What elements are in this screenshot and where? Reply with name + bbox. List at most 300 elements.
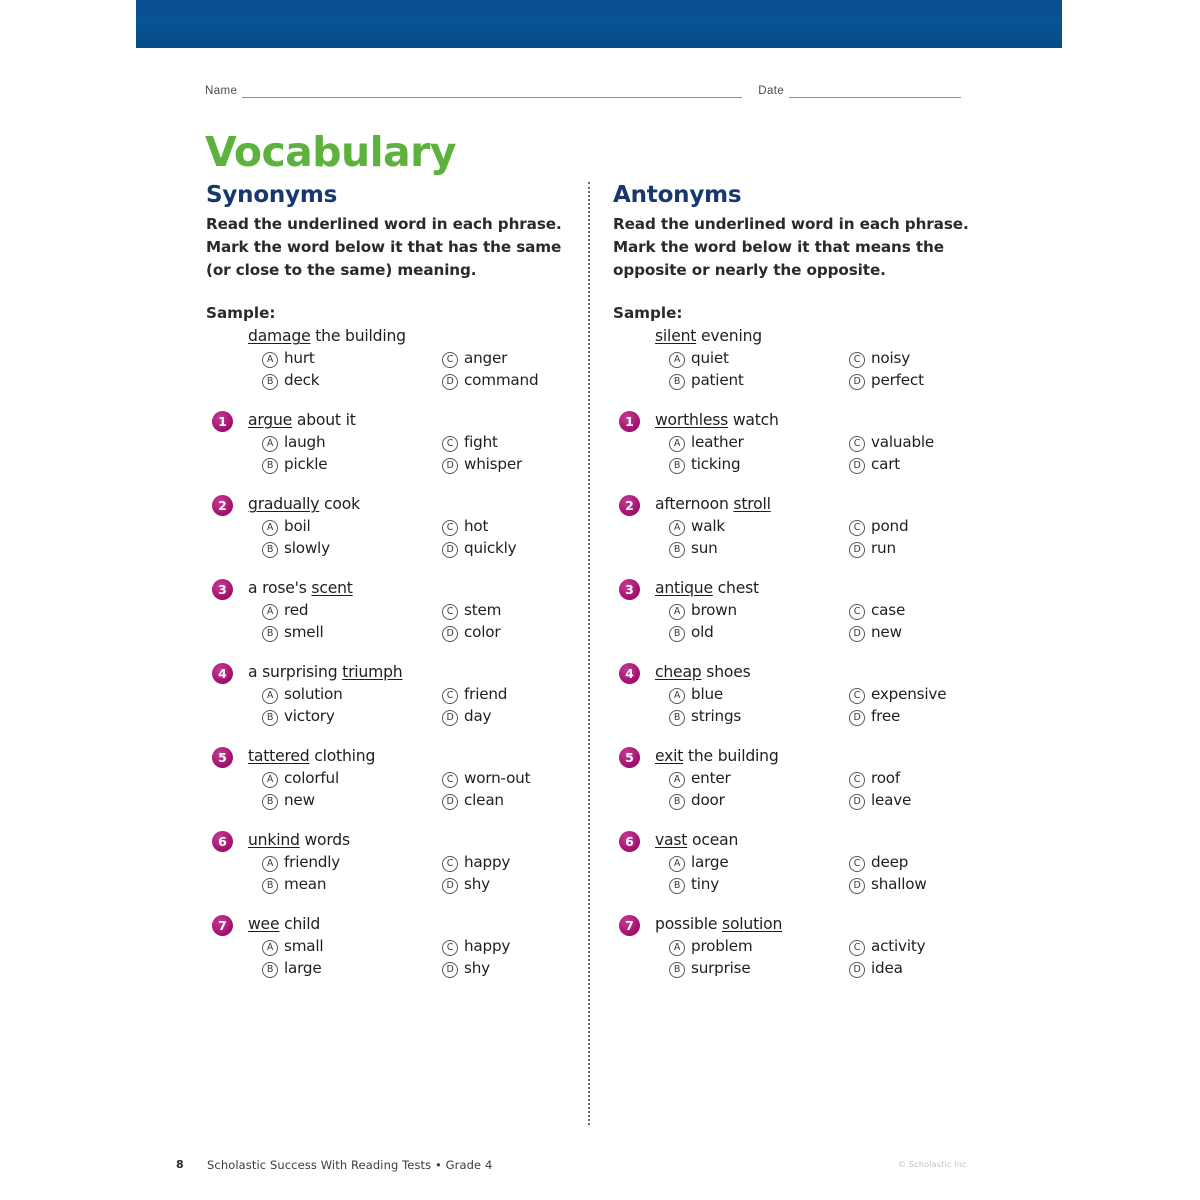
question-phrase: [248, 579, 578, 597]
choice-bubble-icon: C: [849, 856, 865, 872]
choice-group: [248, 769, 578, 810]
choice-option[interactable]: [442, 601, 501, 620]
phrase-suffix: words: [299, 831, 350, 850]
choice-bubble-icon: C: [442, 940, 458, 956]
choice-bubble-icon: C: [442, 856, 458, 872]
choice-bubble-icon: D: [442, 794, 458, 810]
choice-row: [669, 937, 985, 956]
choice-bubble-icon: D: [849, 962, 865, 978]
choice-option[interactable]: [849, 937, 925, 956]
choice-label: happy: [464, 853, 511, 872]
question-number-badge: 4: [212, 663, 233, 684]
choice-option[interactable]: [262, 539, 442, 558]
choice-option[interactable]: [442, 937, 510, 956]
phrase-prefix: a surprising: [248, 663, 343, 682]
choice-bubble-icon: B: [262, 878, 278, 894]
choice-option[interactable]: [849, 455, 900, 474]
question-number-badge: 6: [212, 831, 233, 852]
choice-group: [655, 853, 985, 894]
choice-label: friendly: [284, 853, 341, 872]
choice-option[interactable]: [442, 959, 490, 978]
choice-option[interactable]: [669, 769, 849, 788]
choice-option[interactable]: [442, 455, 522, 474]
choice-row: [669, 371, 985, 390]
choice-row: [669, 769, 985, 788]
question-phrase: [655, 747, 985, 765]
question-item: [613, 663, 985, 726]
page-footer: [0, 1155, 1200, 1185]
choice-row: [669, 601, 985, 620]
choice-option[interactable]: [442, 517, 488, 536]
question-phrase: silent evening: [655, 327, 762, 346]
choice-row: [262, 601, 578, 620]
choice-bubble-icon: A: [262, 688, 278, 704]
question-item: [206, 831, 578, 894]
choice-option[interactable]: [442, 791, 504, 810]
choice-group: [655, 769, 985, 810]
choice-bubble-icon: B: [262, 626, 278, 642]
underlined-word: exit: [655, 747, 684, 766]
choice-label: fight: [464, 433, 498, 452]
choice-group: [655, 349, 985, 390]
question-item: [206, 495, 578, 558]
choice-option[interactable]: [849, 707, 900, 726]
section-title-antonyms: Antonyms: [613, 182, 742, 208]
choice-row: [669, 349, 985, 368]
choice-option[interactable]: [442, 349, 507, 368]
choice-label: sun: [691, 539, 718, 558]
choice-row: [669, 791, 985, 810]
choice-bubble-icon: D: [849, 626, 865, 642]
choice-label: shy: [464, 875, 490, 894]
choice-option[interactable]: [262, 853, 442, 872]
choice-group: [655, 937, 985, 978]
choice-bubble-icon: A: [669, 856, 685, 872]
question-phrase: [248, 495, 578, 513]
question-phrase: [655, 411, 985, 429]
choice-label: new: [284, 791, 315, 810]
choice-bubble-icon: B: [669, 542, 685, 558]
choice-label: brown: [691, 601, 737, 620]
choice-option[interactable]: [262, 517, 442, 536]
choice-bubble-icon: B: [669, 710, 685, 726]
underlined-word: antique: [655, 579, 713, 598]
choice-option[interactable]: [669, 707, 849, 726]
choice-row: [262, 769, 578, 788]
choice-group: [248, 601, 578, 642]
choice-option[interactable]: [262, 433, 442, 452]
choice-row: [262, 539, 578, 558]
choice-option[interactable]: [849, 769, 900, 788]
underlined-word: unkind: [248, 831, 300, 850]
choice-option[interactable]: [849, 623, 902, 642]
question-phrase: [248, 915, 578, 933]
choice-label: small: [284, 937, 324, 956]
choice-label: activity: [871, 937, 926, 956]
choice-row: [262, 959, 578, 978]
choice-row: [669, 875, 985, 894]
phrase-suffix: shoes: [701, 663, 751, 682]
choice-bubble-icon: D: [442, 710, 458, 726]
choice-label: patient: [691, 371, 744, 390]
choice-option[interactable]: [669, 601, 849, 620]
choice-bubble-icon: B: [262, 458, 278, 474]
choice-label: clean: [464, 791, 504, 810]
choice-label: ticking: [691, 455, 741, 474]
choice-label: victory: [284, 707, 335, 726]
choice-option[interactable]: [849, 875, 927, 894]
sample-label-synonyms: Sample:: [206, 304, 276, 323]
footer-book-title: Scholastic Success With Reading Tests • Grade 4: [207, 1158, 493, 1172]
question-number-badge: 4: [619, 663, 640, 684]
choice-option[interactable]: [262, 769, 442, 788]
choice-option[interactable]: [442, 875, 490, 894]
choice-option[interactable]: [442, 707, 491, 726]
choice-label: leave: [871, 791, 912, 810]
choice-label: free: [871, 707, 901, 726]
choice-option[interactable]: [849, 349, 910, 368]
choice-label: strings: [691, 707, 742, 726]
underlined-word: silent: [655, 327, 697, 346]
choice-option[interactable]: [262, 623, 442, 642]
synonyms-column: [206, 182, 578, 978]
question-item: [613, 495, 985, 558]
choice-option[interactable]: [669, 937, 849, 956]
choice-option[interactable]: [849, 959, 903, 978]
choice-bubble-icon: B: [669, 458, 685, 474]
choice-label: red: [284, 601, 309, 620]
choice-option[interactable]: [262, 371, 442, 390]
choice-bubble-icon: A: [669, 520, 685, 536]
choice-label: colorful: [284, 769, 339, 788]
question-phrase: [248, 411, 578, 429]
choice-bubble-icon: C: [849, 436, 865, 452]
questions-list-synonyms: [206, 411, 578, 978]
choice-row: [669, 959, 985, 978]
choice-bubble-icon: A: [262, 520, 278, 536]
choice-option[interactable]: [442, 685, 507, 704]
choice-label: old: [691, 623, 714, 642]
choice-label: laugh: [284, 433, 326, 452]
phrase-suffix: child: [279, 915, 321, 934]
choice-option[interactable]: [262, 601, 442, 620]
choice-option[interactable]: [669, 959, 849, 978]
choice-option[interactable]: [442, 623, 500, 642]
underlined-word: cheap: [655, 663, 702, 682]
choice-option[interactable]: [669, 685, 849, 704]
choice-label: slowly: [284, 539, 330, 558]
choice-option[interactable]: [849, 517, 908, 536]
question-item: [206, 747, 578, 810]
phrase-suffix: the building: [683, 747, 779, 766]
question-number-badge: 1: [212, 411, 233, 432]
question-number-badge: 5: [212, 747, 233, 768]
question-item: [613, 915, 985, 978]
name-date-row: [205, 76, 983, 98]
phrase-prefix: a rose's: [248, 579, 312, 598]
question-phrase: [655, 495, 985, 513]
worksheet-page: [0, 48, 1200, 1200]
choice-bubble-icon: C: [442, 352, 458, 368]
question-item: [613, 579, 985, 642]
choice-bubble-icon: C: [849, 940, 865, 956]
choice-bubble-icon: A: [262, 604, 278, 620]
choice-group: [655, 433, 985, 474]
choice-option[interactable]: [669, 517, 849, 536]
choice-label: command: [464, 371, 539, 390]
underlined-word: solution: [722, 915, 783, 934]
choice-label: enter: [691, 769, 731, 788]
choice-label: cart: [871, 455, 901, 474]
choice-option[interactable]: [442, 371, 538, 390]
instructions-synonyms: Read the underlined word in each phrase. Mark the word below it that has the same (or close to the same) meaning.: [206, 215, 562, 280]
question-item: [206, 663, 578, 726]
date-input-line[interactable]: [789, 84, 961, 98]
choice-bubble-icon: C: [442, 604, 458, 620]
choice-label: valuable: [871, 433, 935, 452]
choice-bubble-icon: A: [669, 688, 685, 704]
question-item: [613, 411, 985, 474]
question-number-badge: 2: [619, 495, 640, 516]
choice-option[interactable]: [669, 433, 849, 452]
choice-group: [248, 433, 578, 474]
choice-bubble-icon: D: [442, 374, 458, 390]
underlined-word: wee: [248, 915, 280, 934]
question-item: [206, 915, 578, 978]
choice-label: hot: [464, 517, 489, 536]
choice-bubble-icon: B: [262, 710, 278, 726]
choice-option[interactable]: [262, 455, 442, 474]
footer-copyright: © Scholastic Inc.: [898, 1160, 970, 1169]
choice-bubble-icon: D: [442, 542, 458, 558]
choice-group: [248, 853, 578, 894]
choice-group: [248, 685, 578, 726]
choice-bubble-icon: D: [849, 710, 865, 726]
underlined-word: vast: [655, 831, 688, 850]
choice-bubble-icon: A: [669, 772, 685, 788]
choice-label: case: [871, 601, 906, 620]
choice-option[interactable]: [669, 539, 849, 558]
choice-bubble-icon: A: [262, 772, 278, 788]
choice-option[interactable]: [669, 349, 849, 368]
choice-bubble-icon: C: [442, 436, 458, 452]
choice-option[interactable]: [442, 433, 498, 452]
choice-label: stem: [464, 601, 502, 620]
choice-label: deck: [284, 371, 320, 390]
instructions-antonyms: Read the underlined word in each phrase. Mark the word below it that means the opposite or nearly the opposite.: [613, 215, 969, 280]
choice-option[interactable]: [669, 371, 849, 390]
choice-group: [248, 937, 578, 978]
choice-option[interactable]: [262, 685, 442, 704]
choice-option[interactable]: [849, 433, 934, 452]
choice-option[interactable]: [849, 685, 946, 704]
choice-label: mean: [284, 875, 327, 894]
choice-option[interactable]: [262, 959, 442, 978]
choice-bubble-icon: A: [262, 856, 278, 872]
choice-option[interactable]: [669, 455, 849, 474]
choice-row: [262, 853, 578, 872]
sample-label-antonyms: Sample:: [613, 304, 683, 323]
choice-label: new: [871, 623, 902, 642]
choice-bubble-icon: C: [849, 772, 865, 788]
question-item: [613, 747, 985, 810]
choice-option[interactable]: [669, 791, 849, 810]
choice-row: [669, 433, 985, 452]
choice-row: [262, 623, 578, 642]
choice-bubble-icon: B: [669, 878, 685, 894]
underlined-word: tattered: [248, 747, 310, 766]
section-title-synonyms: Synonyms: [206, 182, 338, 208]
question-phrase: damage the building: [248, 327, 406, 346]
choice-group: [248, 517, 578, 558]
choice-label: smell: [284, 623, 324, 642]
underlined-word: damage: [248, 327, 311, 346]
choice-bubble-icon: B: [669, 794, 685, 810]
choice-bubble-icon: B: [669, 626, 685, 642]
choice-label: deep: [871, 853, 909, 872]
date-label: Date: [758, 85, 785, 97]
question-number-badge: 2: [212, 495, 233, 516]
choice-bubble-icon: B: [669, 374, 685, 390]
choice-option[interactable]: [262, 937, 442, 956]
question-number-badge: 1: [619, 411, 640, 432]
choice-option[interactable]: [669, 853, 849, 872]
question-number-badge: 7: [619, 915, 640, 936]
choice-bubble-icon: D: [849, 374, 865, 390]
choice-option[interactable]: [442, 769, 530, 788]
choice-row: [669, 685, 985, 704]
choice-label: run: [871, 539, 896, 558]
underlined-word: worthless: [655, 411, 729, 430]
question-item: [613, 831, 985, 894]
choice-label: noisy: [871, 349, 911, 368]
choice-label: walk: [691, 517, 725, 536]
choice-group: [248, 349, 578, 390]
phrase-suffix: about it: [292, 411, 356, 430]
choice-bubble-icon: D: [442, 458, 458, 474]
choice-row: [669, 623, 985, 642]
choice-row: [262, 371, 578, 390]
choice-bubble-icon: D: [849, 458, 865, 474]
choice-label: tiny: [691, 875, 719, 894]
choice-row: [262, 685, 578, 704]
choice-bubble-icon: C: [849, 352, 865, 368]
choice-bubble-icon: D: [442, 878, 458, 894]
choice-bubble-icon: A: [262, 940, 278, 956]
question-phrase: [655, 915, 985, 933]
choice-bubble-icon: A: [262, 436, 278, 452]
choice-label: hurt: [284, 349, 315, 368]
choice-option[interactable]: [442, 539, 516, 558]
phrase-prefix: afternoon: [655, 495, 734, 514]
choice-option[interactable]: [262, 875, 442, 894]
choice-label: happy: [464, 937, 511, 956]
phrase-suffix: cook: [319, 495, 360, 514]
choice-option[interactable]: [262, 707, 442, 726]
choice-bubble-icon: A: [669, 436, 685, 452]
choice-bubble-icon: D: [442, 626, 458, 642]
choice-label: boil: [284, 517, 311, 536]
phrase-suffix: clothing: [309, 747, 376, 766]
name-label: Name: [205, 85, 238, 97]
choice-option[interactable]: [442, 853, 510, 872]
choice-row: [262, 875, 578, 894]
choice-option[interactable]: [849, 791, 911, 810]
choice-bubble-icon: D: [849, 794, 865, 810]
choice-label: blue: [691, 685, 724, 704]
choice-row: [262, 937, 578, 956]
antonyms-column: [613, 182, 985, 978]
phrase-prefix: possible: [655, 915, 723, 934]
choice-group: [655, 685, 985, 726]
choice-row: [262, 349, 578, 368]
choice-option[interactable]: [262, 791, 442, 810]
choice-label: perfect: [871, 371, 924, 390]
choice-bubble-icon: A: [669, 604, 685, 620]
choice-label: expensive: [871, 685, 947, 704]
sample-question-antonyms: [613, 327, 985, 390]
header-blue-bar: [136, 0, 1062, 48]
choice-option[interactable]: [262, 349, 442, 368]
choice-option[interactable]: [849, 853, 908, 872]
choice-option[interactable]: [669, 875, 849, 894]
question-phrase: [655, 831, 985, 849]
choice-group: [655, 601, 985, 642]
choice-label: quiet: [691, 349, 729, 368]
question-phrase: [248, 747, 578, 765]
choice-option[interactable]: [849, 539, 896, 558]
choice-bubble-icon: C: [442, 772, 458, 788]
choice-label: large: [691, 853, 729, 872]
choice-label: large: [284, 959, 322, 978]
choice-label: anger: [464, 349, 508, 368]
question-phrase: [655, 663, 985, 681]
choice-label: solution: [284, 685, 343, 704]
choice-row: [669, 707, 985, 726]
page-title: Vocabulary: [205, 128, 456, 176]
underlined-word: gradually: [248, 495, 320, 514]
choice-bubble-icon: B: [669, 962, 685, 978]
choice-row: [669, 517, 985, 536]
choice-label: whisper: [464, 455, 523, 474]
name-input-line[interactable]: [242, 84, 742, 98]
choice-option[interactable]: [849, 601, 905, 620]
choice-row: [669, 539, 985, 558]
choice-row: [669, 853, 985, 872]
choice-option[interactable]: [669, 623, 849, 642]
column-divider: [588, 182, 590, 1125]
choice-bubble-icon: A: [262, 352, 278, 368]
sample-question-synonyms: [206, 327, 578, 390]
question-number-badge: 3: [212, 579, 233, 600]
choice-label: shallow: [871, 875, 927, 894]
choice-bubble-icon: C: [849, 520, 865, 536]
choice-group: [655, 517, 985, 558]
choice-label: worn-out: [464, 769, 531, 788]
choice-label: door: [691, 791, 725, 810]
choice-bubble-icon: B: [262, 374, 278, 390]
choice-label: leather: [691, 433, 744, 452]
choice-bubble-icon: C: [442, 688, 458, 704]
underlined-word: triumph: [342, 663, 403, 682]
choice-option[interactable]: [849, 371, 924, 390]
choice-bubble-icon: D: [849, 878, 865, 894]
choice-label: idea: [871, 959, 903, 978]
choice-row: [669, 455, 985, 474]
question-number-badge: 7: [212, 915, 233, 936]
question-number-badge: 3: [619, 579, 640, 600]
choice-label: friend: [464, 685, 508, 704]
